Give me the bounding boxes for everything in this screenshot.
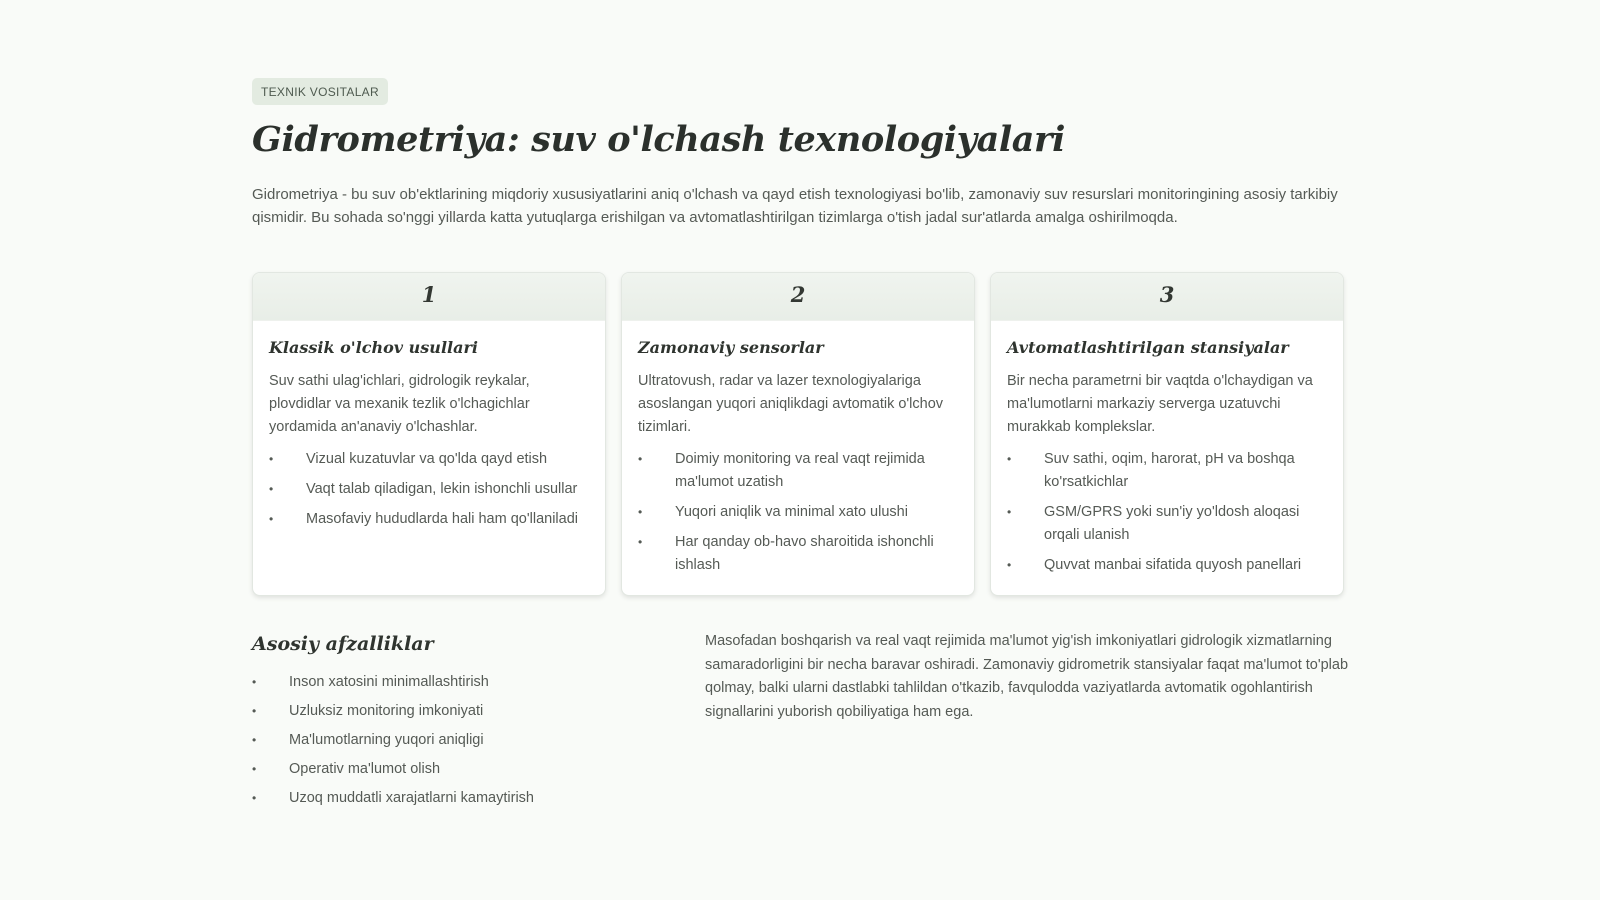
card-title: Klassik o'lchov usullari — [269, 338, 478, 357]
list-item: • Uzluksiz monitoring imkoniyati — [252, 700, 672, 723]
cards-row — [252, 272, 1348, 596]
list-item: • Masofaviy hududlarda hali ham qo'llaniladi — [269, 508, 589, 531]
list-item: • Inson xatosini minimallashtirish — [252, 671, 672, 694]
list-item: • Uzoq muddatli xarajatlarni kamaytirish — [252, 787, 672, 810]
bullet-icon: • — [269, 482, 274, 496]
slide — [252, 78, 1349, 806]
bullet-icon: • — [252, 675, 257, 689]
card-modern-sensors — [621, 272, 975, 596]
card-title: Avtomatlashtirilgan stansiyalar — [1007, 338, 1289, 357]
card-bullet-list — [638, 448, 958, 577]
list-item: • GSM/GPRS yoki sun'iy yo'ldosh aloqasi orqali ulanish — [1007, 501, 1327, 547]
advantages-block — [252, 633, 672, 816]
card-number: 1 — [253, 273, 605, 321]
card-classic-methods — [252, 272, 606, 596]
list-item: • Yuqori aniqlik va minimal xato ulushi — [638, 501, 958, 524]
bullet-icon: • — [252, 762, 257, 776]
bullet-icon: • — [1007, 452, 1012, 466]
list-item: • Suv sathi, oqim, harorat, pH va boshqa ko'rsatkichlar — [1007, 448, 1327, 494]
list-item: • Vizual kuzatuvlar va qo'lda qayd etish — [269, 448, 589, 471]
page-title: Gidrometriya: suv o'lchash texnologiyalari — [252, 119, 1065, 160]
card-bullet-list — [269, 448, 589, 531]
bullet-icon: • — [638, 505, 643, 519]
list-item: • Doimiy monitoring va real vaqt rejimida ma'lumot uzatish — [638, 448, 958, 494]
summary-paragraph: Masofadan boshqarish va real vaqt rejimida ma'lumot yig'ish imkoniyatlari gidrologik xizmatlarning samaradorligini bir necha baravar oshiradi. Zamonaviy gidrometrik stansiyalar faqat ma'lumot to'plab qolmay, balki ularni dastlabki tahlildan o'tkazib, favqulodda vaziyatlarda avtomatik ogohlantirish signallarini yuborish qobiliyatiga ham ega. — [705, 633, 1349, 720]
advantages-title: Asosiy afzalliklar — [252, 633, 434, 655]
card-title: Zamonaviy sensorlar — [638, 338, 824, 357]
card-description: Ultratovush, radar va lazer texnologiyalariga asoslangan yuqori aniqlikdagi avtomatik o'lchov tizimlari. — [638, 373, 944, 435]
bullet-icon: • — [638, 535, 643, 549]
section-tag: TEXNIK VOSITALAR — [252, 78, 388, 105]
list-item: • Vaqt talab qiladigan, lekin ishonchli usullar — [269, 478, 589, 501]
card-number: 3 — [991, 273, 1343, 321]
card-number: 2 — [622, 273, 974, 321]
bullet-icon: • — [269, 452, 274, 466]
intro-paragraph: Gidrometriya - bu suv ob'ektlarining miqdoriy xususiyatlarini aniq o'lchash va qayd etish texnologiyasi bo'lib, zamonaviy suv resurslari monitoringining asosiy tarkibiy qismidir. Bu sohada so'nggi yillarda katta yutuqlarga erishilgan va avtomatlashtirilgan tizimlarga o'tish jadal sur'atlarda amalga oshirilmoqda. — [252, 186, 1338, 226]
bullet-icon: • — [252, 791, 257, 805]
bullet-icon: • — [638, 452, 643, 466]
card-description: Bir necha parametrni bir vaqtda o'lchaydigan va ma'lumotlarni markaziy serverga uzatuvchi murakkab komplekslar. — [1007, 373, 1313, 435]
list-item: • Quvvat manbai sifatida quyosh panellari — [1007, 554, 1327, 577]
bullet-icon: • — [1007, 558, 1012, 572]
advantages-list — [252, 671, 672, 810]
card-automated-stations — [990, 272, 1344, 596]
list-item: • Har qanday ob-havo sharoitida ishonchli ishlash — [638, 531, 958, 577]
bullet-icon: • — [1007, 505, 1012, 519]
card-bullet-list — [1007, 448, 1327, 577]
list-item: • Operativ ma'lumot olish — [252, 758, 672, 781]
bullet-icon: • — [252, 733, 257, 747]
card-description: Suv sathi ulag'ichlari, gidrologik reykalar, plovdidlar va mexanik tezlik o'lchagichlar yordamida an'anaviy o'lchashlar. — [269, 373, 530, 435]
bullet-icon: • — [269, 512, 274, 526]
list-item: • Ma'lumotlarning yuqori aniqligi — [252, 729, 672, 752]
bullet-icon: • — [252, 704, 257, 718]
